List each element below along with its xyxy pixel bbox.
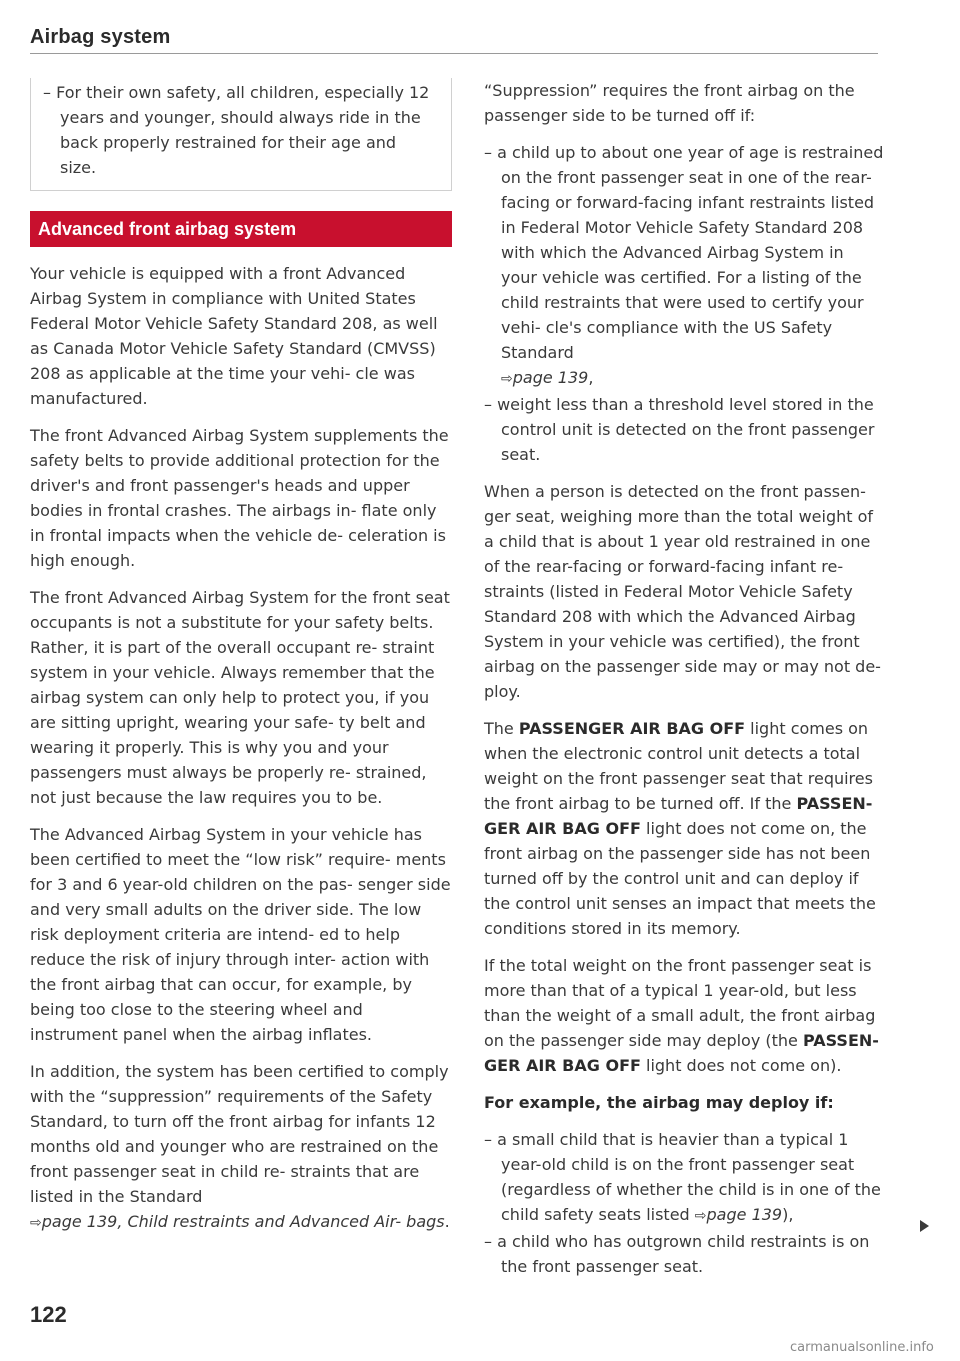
triangle-right-icon: [920, 1220, 929, 1232]
section-title: Advanced front airbag system: [30, 211, 452, 247]
paragraph-indicator-light: [484, 716, 884, 941]
list-item-text: – a child up to about one year of age is restrained on the front passenger seat in one of the rear- facing or forward-facing infant restraints listed in Federal Motor Vehicle Safety Standard 208 with which the Advanced Airbag System in your vehicle was certified. For a listing of the child restraints that were used to certify your vehi- cle's compliance with the US Safety Standard: [484, 143, 884, 362]
text-run: light does not come on).: [640, 1056, 842, 1075]
arrow-right-icon: ⇨: [30, 1215, 42, 1231]
suppression-text: In addition, the system has been certified to comply with the “suppression” requirements of the Safety Standard, to turn off the front airbag for infants 12 months old and younger who are restrained on the front passenger seat in child re- straints that are listed in the Standard: [30, 1062, 449, 1206]
paragraph-person-detected: When a person is detected on the front passen- ger seat, weighing more than the total weight of a child that is about 1 year old restrained in one of the rear-facing or forward-facing infant re- straints (listed in Federal Motor Vehicle Safety Standard 208 with which the Advanced Airbag System in your vehicle was certified), the front airbag on the passenger side may or may not de- ploy.: [484, 482, 881, 701]
suppression-conditions-list: [484, 140, 884, 467]
paragraph-supplements: The front Advanced Airbag System supplements the safety belts to provide additional protection for the driver's and front passenger's heads and upper bodies in frontal crashes. The airbags in- flate only in frontal impacts when the vehicle de- celeration is high enough.: [30, 426, 449, 570]
list-item: [484, 140, 884, 392]
text-run: light does not come on, the front airbag on the passenger side has not been turned off by the control unit and can deploy if the control unit senses an impact that meets the conditions stored in its memory.: [484, 819, 876, 938]
text-run: light comes on when the electronic control unit detects a total weight on the front passenger seat that requires the front airbag to be turned off. If the: [484, 719, 873, 813]
header-rule: [30, 53, 878, 54]
chapter-title: Airbag system: [30, 26, 171, 48]
list-item: – a child who has outgrown child restraints is on the front passenger seat.: [484, 1232, 870, 1276]
list-item: – weight less than a threshold level stored in the control unit is detected on the front passenger seat.: [484, 395, 875, 464]
paragraph-low-risk: The Advanced Airbag System in your vehicle has been certified to meet the “low risk” require- ments for 3 and 6 year-old children on the pas- senger side and very small adults on the driver side. The low risk deployment criteria are intend- ed to help reduce the risk of injury through inter- action with the front airbag that can occur, for example, by being too close to the steering wheel and instrument panel when the airbag inflates.: [30, 825, 451, 1044]
indicator-label: PASSEN- GER AIR BAG OFF: [484, 794, 873, 838]
page-reference-link[interactable]: page 139, Child restraints and Advanced Air- bags: [41, 1212, 445, 1231]
left-column: [30, 78, 452, 1248]
list-item-text: – a small child that is heavier than a typical 1 year-old child is on the front passenger seat (regardless of whether the child is in one of the child safety seats listed: [484, 1130, 881, 1224]
text-run: The: [484, 719, 519, 738]
right-column: [484, 78, 884, 1291]
page-reference-link[interactable]: page 139: [512, 368, 589, 387]
example-subheading: For example, the airbag may deploy if:: [484, 1093, 834, 1112]
list-item: [484, 1127, 884, 1229]
text-run: If the total weight on the front passenger seat is more than that of a typical 1 year-old, but less than the weight of a small adult, the front airbag on the passenger side may deploy (the: [484, 956, 876, 1050]
list-item-end: ),: [782, 1205, 794, 1224]
page-number: 122: [30, 1302, 67, 1327]
arrow-right-icon: ⇨: [501, 371, 513, 387]
page-reference-link[interactable]: page 139: [706, 1205, 783, 1224]
indicator-label: PASSENGER AIR BAG OFF: [518, 719, 746, 738]
paragraph-suppression: [30, 1059, 452, 1236]
watermark: carmanualsonline.info: [790, 1340, 934, 1355]
paragraph-may-deploy: [484, 953, 884, 1078]
sentence-end: .: [444, 1212, 450, 1231]
deploy-examples-list: [484, 1127, 884, 1279]
paragraph-intro: Your vehicle is equipped with a front Advanced Airbag System in compliance with United States Federal Motor Vehicle Safety Standard 208, as well as Canada Motor Vehicle Safety Standard (CMVSS) 208 as applicable at the time your vehi- cle was manufactured.: [30, 264, 438, 408]
list-item-end: ,: [588, 368, 594, 387]
arrow-right-icon: ⇨: [694, 1208, 707, 1224]
indicator-label: PASSEN- GER AIR BAG OFF: [484, 1031, 879, 1075]
warning-note-box: [30, 78, 452, 191]
page-header: [30, 24, 878, 54]
paragraph-not-substitute: The front Advanced Airbag System for the front seat occupants is not a substitute for your safety belts. Rather, it is part of the overall occupant re- straint system in your vehicle. Always remember that the airbag system can only help to protect you, if you are sitting upright, wearing your safe- ty belt and wearing it properly. This is why you and your passengers must always be properly re- strained, not just because the law requires you to be.: [30, 588, 450, 807]
paragraph-suppression-requires: “Suppression” requires the front airbag on the passenger side to be turned off if:: [484, 81, 855, 125]
note-text: – For their own safety, all children, especially 12 years and younger, should always ride in the back properly restrained for their age and size.: [43, 83, 430, 177]
